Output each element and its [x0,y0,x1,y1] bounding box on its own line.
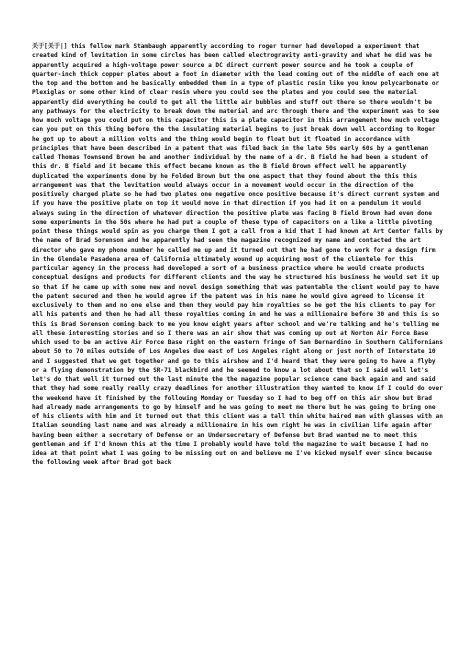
document-page [32,42,447,652]
transcript-paragraph: 关于[关于|] this fellow mark Stambaugh apparently according to roger turner had developed a experiment that created kind of levitation in some circles has been called electrogravity anti-gravity and what he did was he apparently acquired a high-voltage power source a DC direct current power source and he took a couple of quarter-inch thick copper plates about a foot in diameter with the lead coming out of the middle of each one at the top and the bottom and he basically embedded them in a type of plastic resin like you know polycarbonate or Plexiglas or some other kind of clear resin where you could see the plates and you could see the material apparently did everything he could to get all the little air bubbles and stuff out there so there wouldn't be any pathways for the electricity to break down the material and arc through there and the experiment was to see how much voltage you could put on this capacitor this is a plate capacitor in this arrangement how much voltage can you put on this thing before the the insulating material begins to just break down well according to Roger he got up to about a million volts and the thing would begin to float but it floated in accordance with principles that have been described in a patent that was filed back in the late 50s early 60s by a gentleman called Thomas Townsend Brown he and another individual by the name of a dr. B field he had been a student of this dr. B field and it became this effect became known as the B field Brown effect well he apparently duplicated the experiments done by he Folded Brown but the one aspect that they found about the this this arrangement was that the levitation would always occur in a movement would occur in the direction of the positively charged plate so he had two plates one negative once positive because it's direct current system and if you have the positive plate on top it would move in that direction if you had it on a pendulum it would always swing in the direction of whatever direction the positive plate was facing B field Brown had even done some experiments in the 50s where he had put a couple of these type of capacitors on a like a little pivoting point these things would spin as you charge them I got a call from a kid that I had known at Art Center falls by the name of Brad Sorenson and he apparently had seen the magazine recognized my name and contacted the art director who gave my phone number he called me up and it turned out that he had gone to work for a design firm in the Glendale Pasadena area of California ultimately wound up acquiring most of the clientele for this particular agency in the process had developed a sort of a business practice where he would create products conceptual designs and products for different clients and the way he structured his business he would set it up so that if he came up with some new and novel design something that was patentable the client would pay to have the patent secured and then he would agree if the patent was in his name he would give agreed to license it exclusively to them and no one else and then they would pay him royalties so he got the his clients to pay for all his patents and then he had all these royalties coming in and he was a millionaire before 30 and this is so this is Brad Sorenson coming back to me you know eight years after school and we're talking and he's telling me all these interesting stories and so I there was an air show that was coming up out at Norton Air Force Base which used to be an active Air Force Base right on the eastern fringe of San Bernardino in Southern Californians about 50 to 70 miles outside of Los Angeles due east of Los Angeles right along or just north of Interstate 10 and I suggested that we get together and go to this airshow and I'd heard that they were going to have a flyby or a flying demonstration by the SR-71 blackbird and he seemed to know a lot about that so I said well let's let's do that well it turned out the last minute the the magazine popular science came back again and and said that they had some really really crazy deadlines for another illustration they wanted to know if I could do over the weekend have it finished by the following Monday or Tuesday so I had to beg off on this air show but Brad had already made arrangements to go by himself and he was going to meet me there but he was going to bring one of his clients with him and it turned out that this client was a tall thin white haired man with glasses with an Italian sounding last name and was already a millionaire in his own right he was in civilian life again after having been either a secretary of Defense or an Undersecretary of Defense but Brad wanted me to meet this gentleman and if I'd known this at the time I probably would have told the magazine to wait because I had no idea at that point what I was going to be missing out on and believe me I've kicked myself ever since because the following week after Brad got back [32,43,447,467]
